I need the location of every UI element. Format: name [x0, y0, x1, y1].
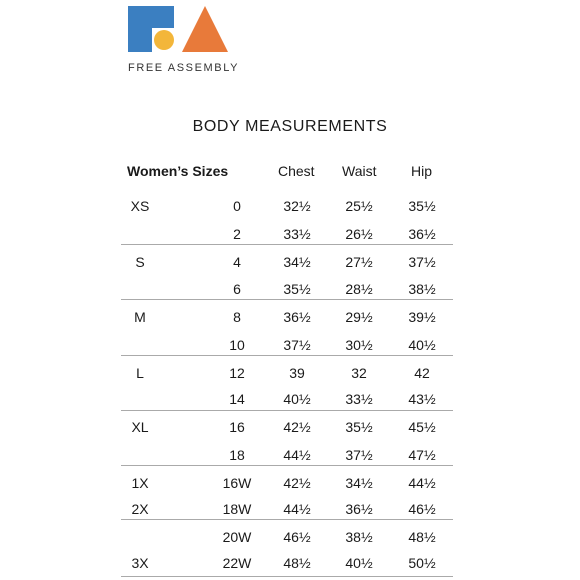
row-chest: 35½	[283, 281, 311, 297]
row-group-divider	[121, 576, 453, 577]
row-chest: 36½	[283, 309, 311, 325]
header-waist: Waist	[342, 163, 377, 179]
row-group-divider	[121, 299, 453, 300]
row-size-number: 18W	[222, 501, 252, 517]
header-hip: Hip	[411, 163, 433, 179]
row-hip: 46½	[408, 501, 436, 517]
row-size-number: 22W	[222, 555, 252, 571]
row-size-number: 2	[233, 226, 241, 242]
row-waist: 25½	[345, 198, 373, 214]
row-waist: 37½	[345, 447, 373, 463]
row-chest: 42½	[283, 419, 311, 435]
row-waist: 32	[351, 365, 367, 381]
logo-orange-triangle	[182, 6, 228, 52]
row-group-divider	[121, 355, 453, 356]
row-waist: 27½	[345, 254, 373, 270]
row-size-number: 20W	[222, 529, 252, 545]
row-size-label: XS	[130, 198, 150, 214]
row-hip: 44½	[408, 475, 436, 491]
row-size-number: 10	[229, 337, 245, 353]
row-size-label: L	[136, 365, 144, 381]
row-chest: 40½	[283, 391, 311, 407]
logo-yellow-circle	[154, 30, 174, 50]
row-hip: 42	[414, 365, 430, 381]
row-chest: 37½	[283, 337, 311, 353]
row-group-divider	[121, 519, 453, 520]
row-chest: 44½	[283, 501, 311, 517]
row-size-label: XL	[131, 419, 149, 435]
row-size-number: 0	[233, 198, 241, 214]
page-title: BODY MEASUREMENTS	[192, 118, 388, 135]
row-hip: 40½	[408, 337, 436, 353]
row-size-number: 6	[233, 281, 241, 297]
row-chest: 33½	[283, 226, 311, 242]
row-waist: 40½	[345, 555, 373, 571]
row-hip: 48½	[408, 529, 436, 545]
row-size-label: M	[134, 309, 146, 325]
row-size-label: 2X	[131, 501, 149, 517]
row-size-number: 12	[229, 365, 245, 381]
row-waist: 34½	[345, 475, 373, 491]
row-chest: 39	[289, 365, 305, 381]
row-chest: 44½	[283, 447, 311, 463]
row-hip: 38½	[408, 281, 436, 297]
row-chest: 34½	[283, 254, 311, 270]
row-chest: 32½	[283, 198, 311, 214]
header-womens-sizes: Women’s Sizes	[127, 163, 229, 179]
free-assembly-logo	[128, 6, 238, 56]
row-waist: 38½	[345, 529, 373, 545]
row-size-number: 8	[233, 309, 241, 325]
row-waist: 29½	[345, 309, 373, 325]
row-group-divider	[121, 465, 453, 466]
row-waist: 26½	[345, 226, 373, 242]
row-chest: 42½	[283, 475, 311, 491]
row-waist: 30½	[345, 337, 373, 353]
row-hip: 35½	[408, 198, 436, 214]
row-size-number: 16	[229, 419, 245, 435]
row-waist: 36½	[345, 501, 373, 517]
row-size-number: 4	[233, 254, 241, 270]
row-size-label: 1X	[131, 475, 149, 491]
header-chest: Chest	[278, 163, 315, 179]
row-group-divider	[121, 244, 453, 245]
row-size-number: 18	[229, 447, 245, 463]
row-hip: 45½	[408, 419, 436, 435]
brand-name: FREE ASSEMBLY	[128, 62, 240, 74]
row-size-label: S	[135, 254, 145, 270]
row-size-label: 3X	[131, 555, 149, 571]
row-hip: 36½	[408, 226, 436, 242]
row-chest: 48½	[283, 555, 311, 571]
row-size-number: 14	[229, 391, 245, 407]
row-waist: 33½	[345, 391, 373, 407]
row-group-divider	[121, 410, 453, 411]
row-size-number: 16W	[222, 475, 252, 491]
row-hip: 50½	[408, 555, 436, 571]
row-hip: 47½	[408, 447, 436, 463]
row-hip: 39½	[408, 309, 436, 325]
row-waist: 35½	[345, 419, 373, 435]
row-hip: 37½	[408, 254, 436, 270]
row-chest: 46½	[283, 529, 311, 545]
row-waist: 28½	[345, 281, 373, 297]
row-hip: 43½	[408, 391, 436, 407]
